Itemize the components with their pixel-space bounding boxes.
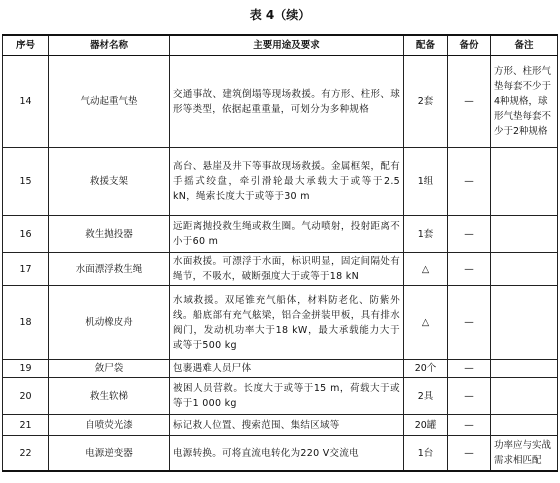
cell-spare: — — [448, 360, 491, 378]
cell-use: 水域救援。双尾锥充气船体，材料防老化、防紫外线。船底部有充气舷梁，铝合金拼装甲板，具有排水阀门，发动机功率大于18 kW，最大承载能力大于或等于500 kg — [170, 286, 404, 360]
table-row — [3, 415, 558, 436]
cell-no: 20 — [3, 378, 49, 415]
cell-no: 22 — [3, 436, 49, 472]
table-row — [3, 148, 558, 216]
cell-spare: — — [448, 415, 491, 436]
cell-no: 15 — [3, 148, 49, 216]
table-row — [3, 216, 558, 253]
cell-note: 方形、柱形气垫每套不少于4种规格，球形气垫每套不少于2种规格 — [491, 56, 558, 148]
cell-note — [491, 216, 558, 253]
table-row — [3, 378, 558, 415]
cell-use: 电源转换。可将直流电转化为220 V交流电 — [170, 436, 404, 472]
cell-no: 21 — [3, 415, 49, 436]
cell-name: 水面漂浮救生绳 — [49, 253, 170, 286]
cell-spare: — — [448, 378, 491, 415]
cell-name: 自喷荧光漆 — [49, 415, 170, 436]
cell-config: 2套 — [404, 56, 448, 148]
header-no: 序号 — [3, 35, 49, 56]
cell-config: 1套 — [404, 216, 448, 253]
header-name: 器材名称 — [49, 35, 170, 56]
cell-name: 救生抛投器 — [49, 216, 170, 253]
cell-note — [491, 148, 558, 216]
cell-use: 标记救人位置、搜索范围、集结区域等 — [170, 415, 404, 436]
header-config: 配备 — [404, 35, 448, 56]
table-row — [3, 56, 558, 148]
cell-use: 高台、悬崖及井下等事故现场救援。金属框架，配有手摇式绞盘，牵引滑轮最大承载大于或等于2.5 kN，绳索长度大于或等于30 m — [170, 148, 404, 216]
equipment-table — [2, 34, 558, 472]
cell-config: 1组 — [404, 148, 448, 216]
cell-note: 功率应与实战需求相匹配 — [491, 436, 558, 472]
cell-no: 18 — [3, 286, 49, 360]
header-spare: 备份 — [448, 35, 491, 56]
cell-note — [491, 415, 558, 436]
cell-spare: — — [448, 436, 491, 472]
cell-note — [491, 253, 558, 286]
cell-config: 20个 — [404, 360, 448, 378]
cell-name: 救生软梯 — [49, 378, 170, 415]
cell-spare: — — [448, 216, 491, 253]
header-use: 主要用途及要求 — [170, 35, 404, 56]
cell-name: 救援支架 — [49, 148, 170, 216]
cell-note — [491, 360, 558, 378]
cell-use: 被困人员营救。长度大于或等于15 m，荷载大于或等于1 000 kg — [170, 378, 404, 415]
table-row — [3, 253, 558, 286]
cell-name: 气动起重气垫 — [49, 56, 170, 148]
cell-use: 远距离抛投救生绳或救生圈。气动喷射，投射距离不小于60 m — [170, 216, 404, 253]
cell-spare: — — [448, 286, 491, 360]
cell-config: △ — [404, 253, 448, 286]
table-row — [3, 286, 558, 360]
table-header-row — [3, 35, 558, 56]
cell-config: △ — [404, 286, 448, 360]
cell-note — [491, 286, 558, 360]
cell-config: 1台 — [404, 436, 448, 472]
header-note: 备注 — [491, 35, 558, 56]
cell-name: 敛尸袋 — [49, 360, 170, 378]
cell-note — [491, 378, 558, 415]
cell-name: 电源逆变器 — [49, 436, 170, 472]
cell-name: 机动橡皮舟 — [49, 286, 170, 360]
cell-no: 17 — [3, 253, 49, 286]
cell-use: 水面救援。可漂浮于水面，标识明显，固定间隔处有绳节，不吸水，破断强度大于或等于18 kN — [170, 253, 404, 286]
cell-no: 16 — [3, 216, 49, 253]
cell-no: 14 — [3, 56, 49, 148]
cell-use: 包裹遇难人员尸体 — [170, 360, 404, 378]
cell-config: 2具 — [404, 378, 448, 415]
table-row — [3, 436, 558, 472]
cell-spare: — — [448, 56, 491, 148]
cell-use: 交通事故、建筑倒塌等现场救援。有方形、柱形、球形等类型，依据起重重量，可划分为多种规格 — [170, 56, 404, 148]
cell-spare: — — [448, 253, 491, 286]
table-title: 表 4（续） — [249, 8, 311, 22]
table-row — [3, 360, 558, 378]
cell-spare: — — [448, 148, 491, 216]
cell-no: 19 — [3, 360, 49, 378]
cell-config: 20罐 — [404, 415, 448, 436]
